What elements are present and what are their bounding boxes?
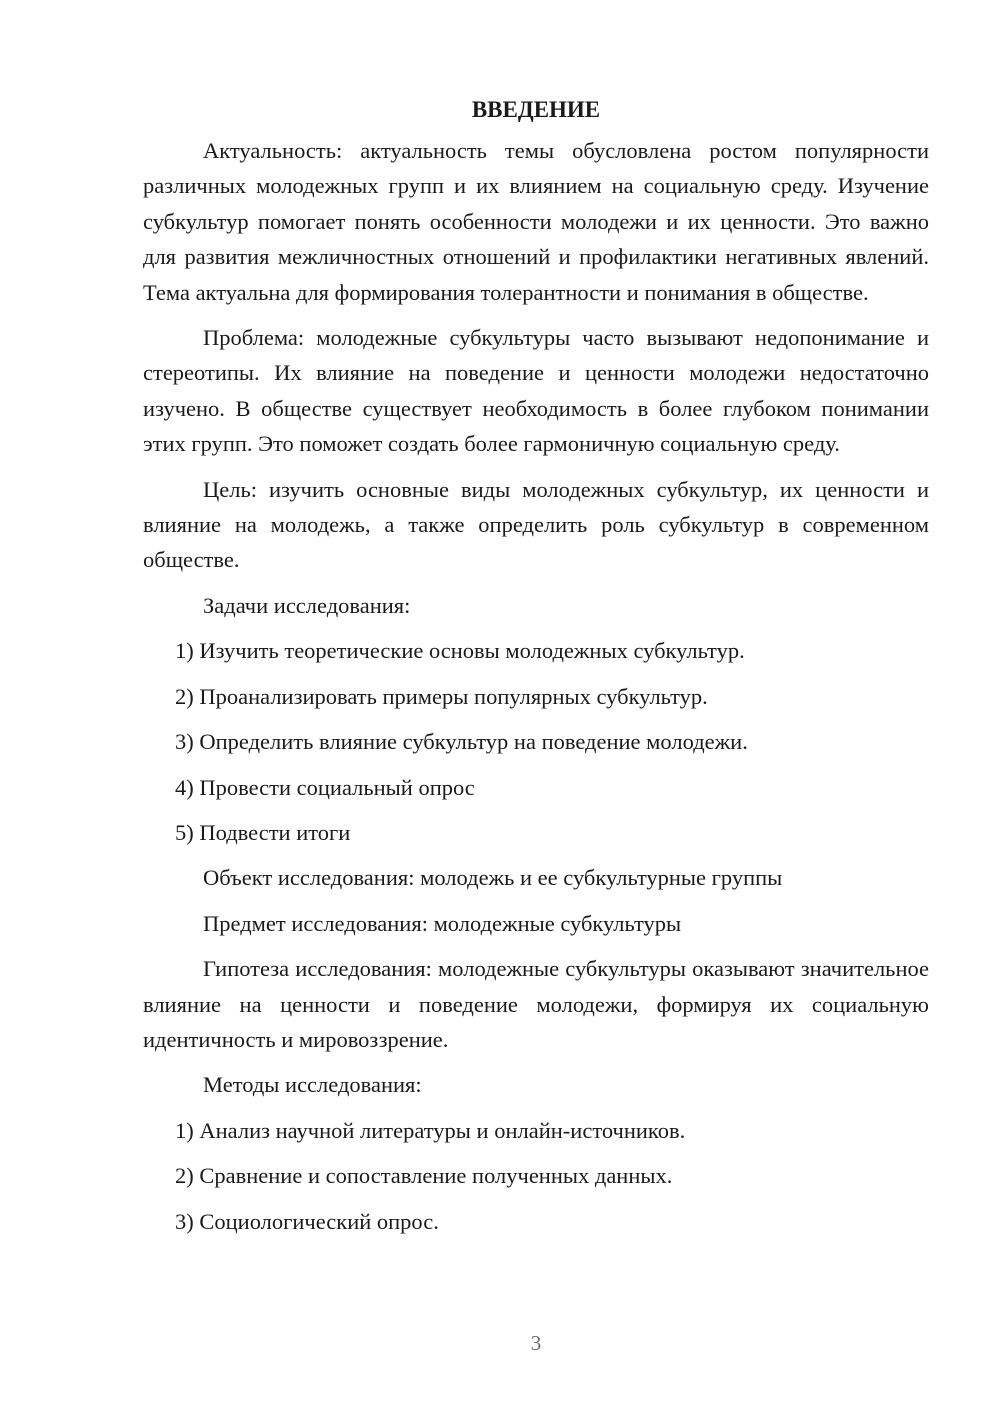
list-item: 1) Изучить теоретические основы молодежных субкультур. <box>175 638 745 664</box>
list-item: 5) Подвести итоги <box>175 819 351 845</box>
methods-title: Методы исследования: <box>203 1072 422 1098</box>
relevance-paragraph: Актуальность: актуальность темы обусловлена ростом популярности различных молодежных групп и их влиянием на социальную среду. Изучение субкультур помогает понять особенности молодежи и их ценности. Это важно для развития межличностных отношений и профилактики негативных явлений. Тема актуальна для формирования толерантности и понимания в обществе. <box>143 138 929 305</box>
section-heading: ВВЕДЕНИЕ <box>471 97 601 122</box>
problem-paragraph: Проблема: молодежные субкультуры часто вызывают недопонимание и стереотипы. Их влияние на поведение и ценности молодежи недостаточно изучено. В обществе существует необходимость в более глубоком понимании этих групп. Это поможет создать более гармоничную социальную среду. <box>143 325 929 457</box>
page-number: 3 <box>530 1331 542 1355</box>
document-page <box>143 93 929 1249</box>
methods-list <box>143 1113 929 1239</box>
list-item: 2) Проанализировать примеры популярных субкультур. <box>175 683 708 709</box>
goal-paragraph: Цель: изучить основные виды молодежных субкультур, их ценности и влияние на молодежь, а также определить роль субкультур в современном обществе. <box>143 476 929 573</box>
list-item: 4) Провести социальный опрос <box>175 774 475 800</box>
object-line: Объект исследования: молодежь и ее субкультурные группы <box>203 865 783 891</box>
tasks-list <box>143 633 929 850</box>
hypothesis-paragraph: Гипотеза исследования: молодежные субкультуры оказывают значительное влияние на ценности и поведение молодежи, формируя их социальную идентичность и мировоззрение. <box>143 956 929 1052</box>
subject-line: Предмет исследования: молодежные субкультуры <box>203 910 682 936</box>
list-item: 1) Анализ научной литературы и онлайн-источников. <box>175 1117 686 1143</box>
list-item: 3) Определить влияние субкультур на поведение молодежи. <box>175 729 748 755</box>
list-item: 3) Социологический опрос. <box>175 1208 439 1234</box>
tasks-title: Задачи исследования: <box>203 592 411 618</box>
list-item: 2) Сравнение и сопоставление полученных данных. <box>175 1163 673 1189</box>
